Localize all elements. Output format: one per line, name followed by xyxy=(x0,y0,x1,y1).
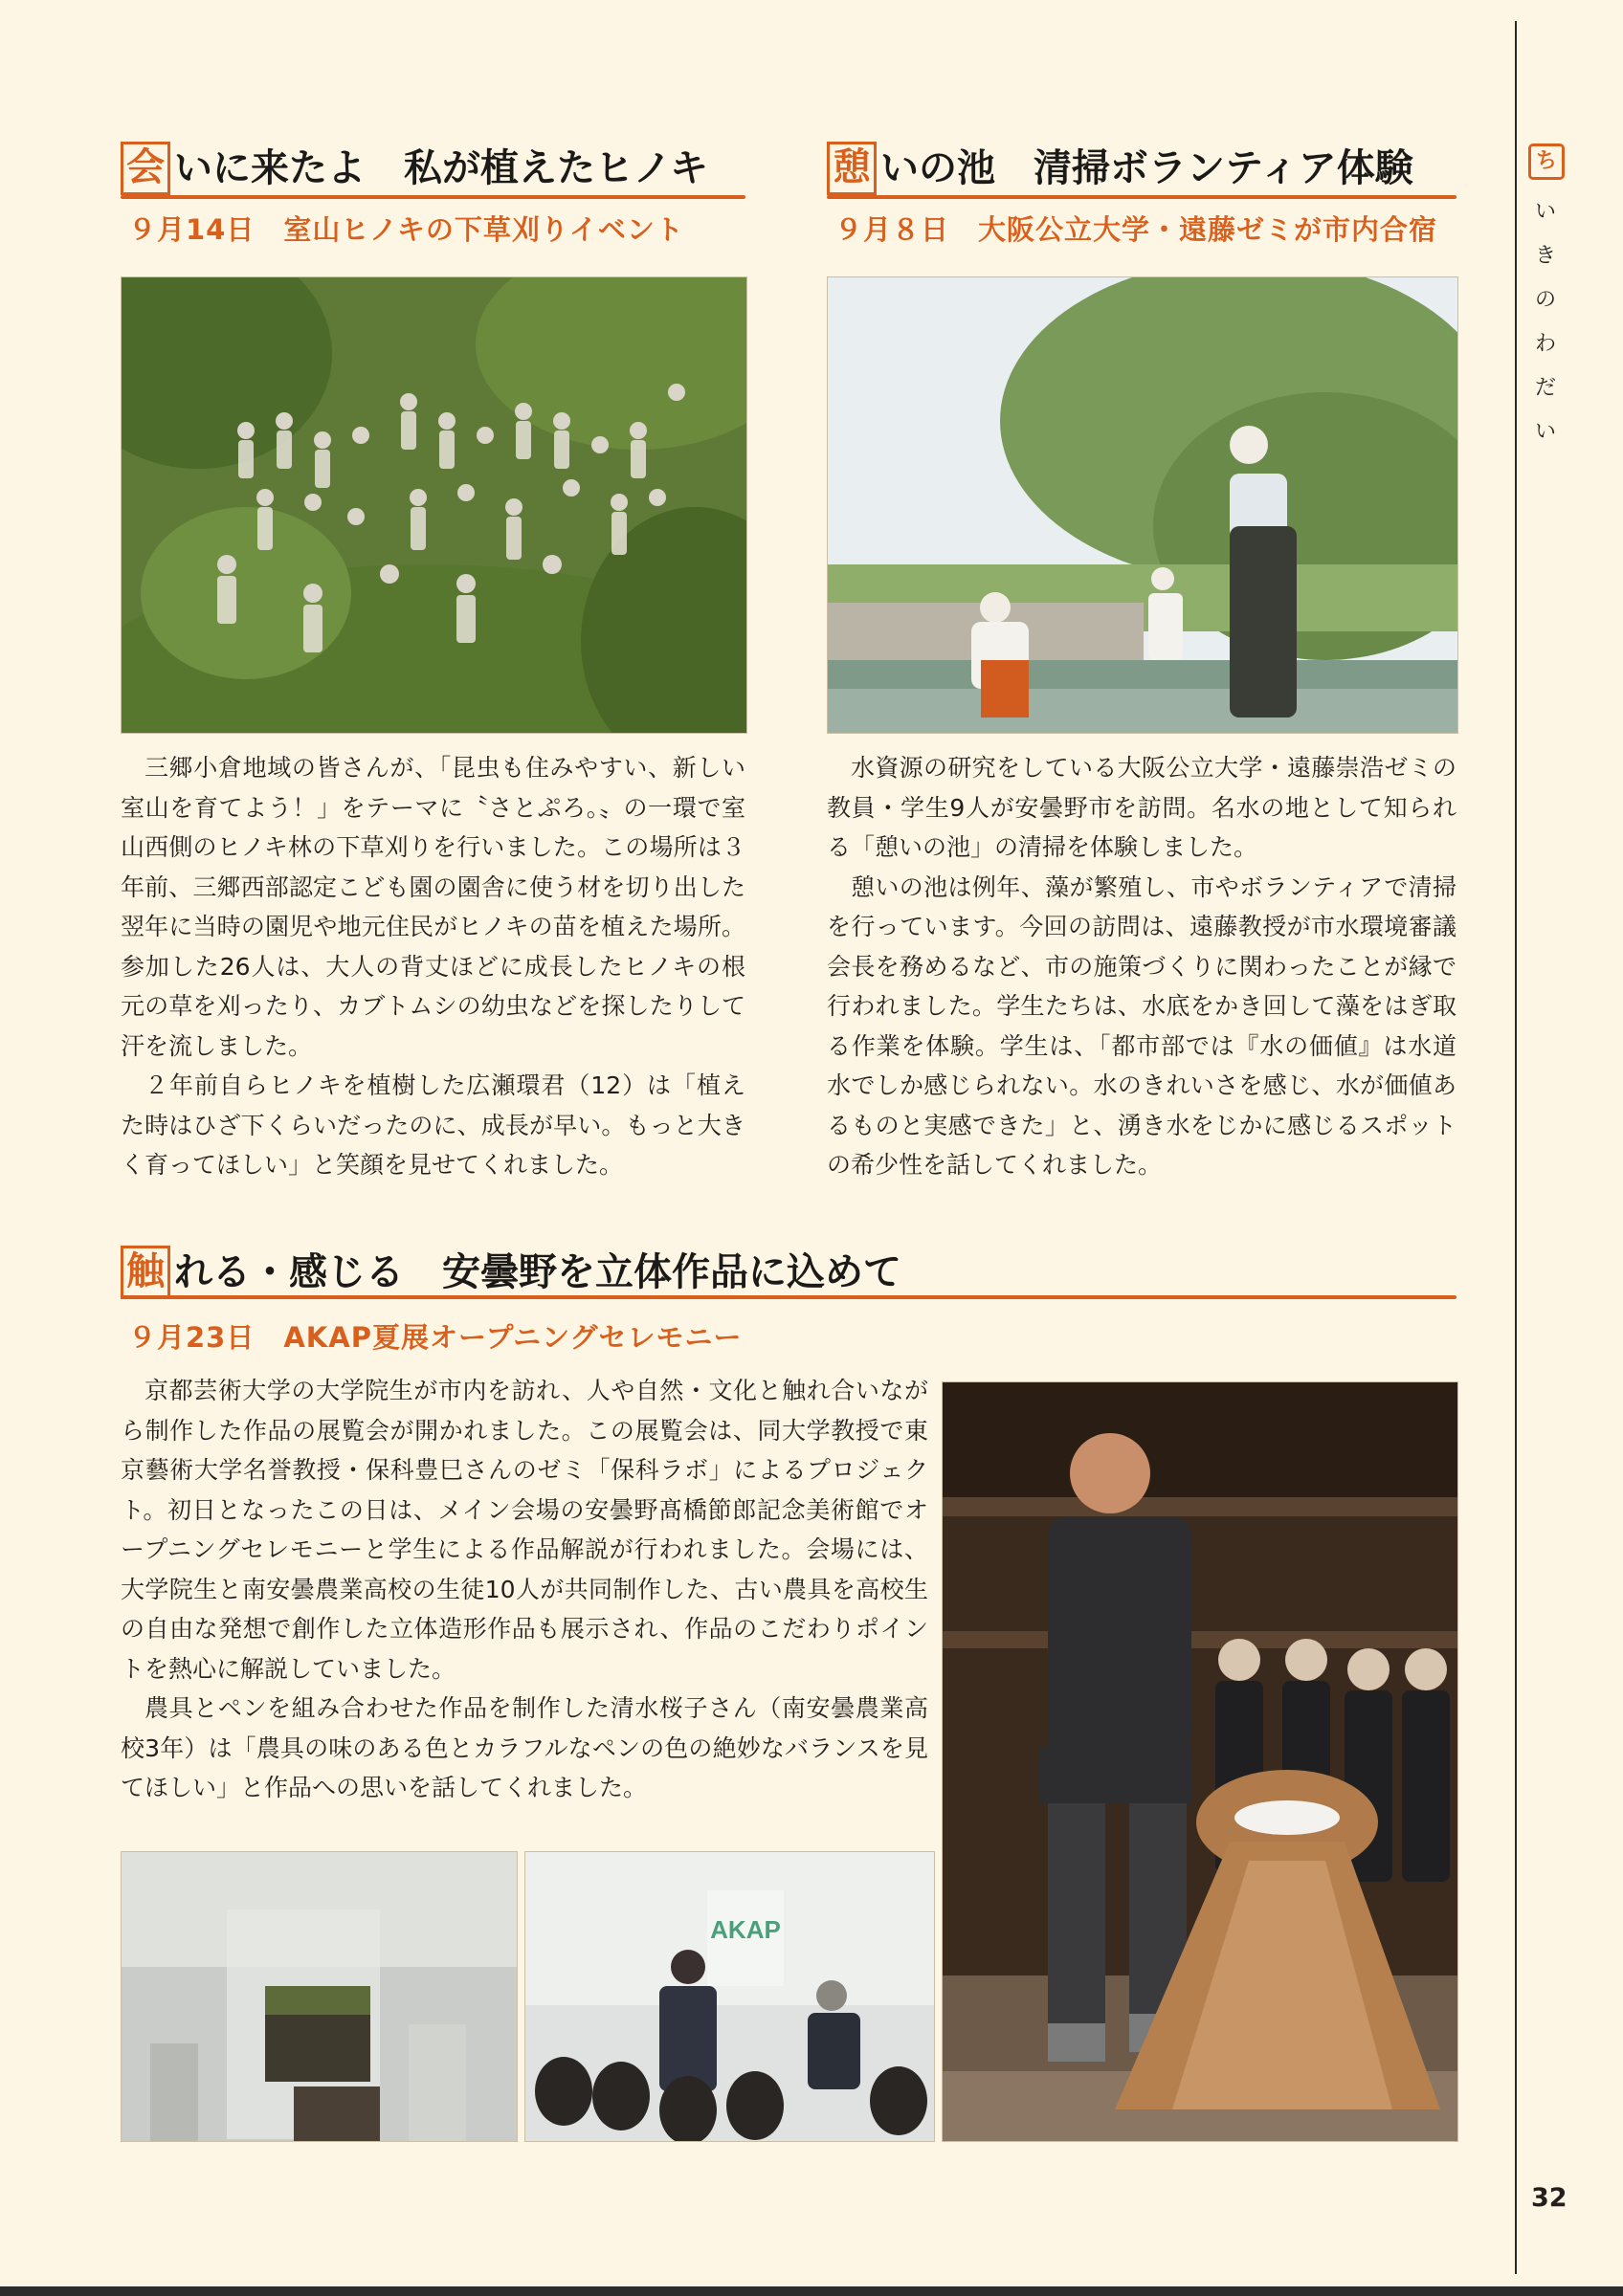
section-title-char: わ xyxy=(1534,332,1556,356)
akap-sign-text: AKAP xyxy=(710,1915,781,1944)
photo-straw-artwork xyxy=(942,1381,1458,2142)
photo-artwork-display xyxy=(121,1851,518,2142)
article-2-body xyxy=(827,748,1456,1185)
paragraph: ２年前自らヒノキを植樹した広瀬環君（12）は「植えた時はひざ下くらいだったのに、成長が早い。もっと大きく育ってほしい」と笑顔を見せてくれました。 xyxy=(121,1071,745,1179)
heading-initial: 会 xyxy=(121,142,170,195)
section-title-char: の xyxy=(1534,288,1556,312)
paragraph: 水資源の研究をしている大阪公立大学・遠藤崇浩ゼミの教員・学生9人が安曇野市を訪問。名水の地として知られる「憩いの池」の清掃を体験しました。 xyxy=(827,754,1456,861)
photo-opening-ceremony xyxy=(524,1851,935,2142)
heading-text: いの池 清掃ボランティア体験 xyxy=(880,146,1413,190)
article-2-subhead: ９月８日 大阪公立大学・遠藤ゼミが市内合宿 xyxy=(834,213,1438,246)
heading-underline xyxy=(827,195,1456,199)
article-3-heading xyxy=(121,1246,901,1299)
heading-text: れる・感じる 安曇野を立体作品に込めて xyxy=(174,1250,901,1294)
article-3-body xyxy=(121,1371,928,1808)
paragraph: 農具とペンを組み合わせた作品を制作した清水桜子さん（南安曇農業高校3年）は「農具の味のある色とカラフルなペンの色の絶妙なバランスを見てほしい」と作品への思いを話してくれました。 xyxy=(121,1694,928,1801)
section-title-char: い xyxy=(1534,420,1556,444)
heading-initial: 憩 xyxy=(827,142,877,195)
paragraph: 三郷小倉地域の皆さんが、「昆虫も住みやすい、新しい室山を育てよう！」をテーマに〝さとぷろ。〟の一環で室山西側のヒノキ林の下草刈りを行いました。この場所は３年前、三郷西部認定こども園の園舎に使う材を切り出した翌年に当時の園児や地元住民がヒノキの苗を植えた場所。参加した26人は、大人の背丈ほどに成長したヒノキの根元の草を刈ったり、カブトムシの幼虫などを探したりして汗を流しました。 xyxy=(121,754,745,1060)
paragraph: 京都芸術大学の大学院生が市内を訪れ、人や自然・文化と触れ合いながら制作した作品の展覧会が開かれました。この展覧会は、同大学教授で東京藝術大学名誉教授・保科豊巳さんのゼミ「保科ラボ」によるプロジェクト。初日となったこの日は、メイン会場の安曇野髙橋節郎記念美術館でオープニングセレモニーと学生による作品解説が行われました。会場には、大学院生と南安曇農業高校の生徒10人が共同制作した、古い農具を高校生の自由な発想で創作した立体造形作品も展示され、作品のこだわりポイントを熱心に解説していました。 xyxy=(121,1377,928,1683)
section-title-char: だ xyxy=(1534,376,1556,400)
section-title-char: き xyxy=(1534,244,1556,268)
heading-underline xyxy=(121,195,745,199)
article-2-heading xyxy=(827,142,1413,195)
article-1-subhead: ９月14日 室山ヒノキの下草刈りイベント xyxy=(128,213,684,246)
article-3-subhead: ９月23日 AKAP夏展オープニングセレモニー xyxy=(128,1321,743,1354)
section-title-char: い xyxy=(1534,200,1556,224)
heading-initial: 触 xyxy=(121,1246,170,1299)
photo-hinoki-forest-group xyxy=(121,276,747,734)
side-divider xyxy=(1515,21,1517,2274)
article-1-heading xyxy=(121,142,708,195)
bottom-bar xyxy=(0,2286,1623,2296)
article-1-body xyxy=(121,748,745,1185)
heading-text: いに来たよ 私が植えたヒノキ xyxy=(174,146,708,190)
section-tab-icon: ち xyxy=(1528,144,1565,180)
heading-underline xyxy=(121,1295,1456,1299)
paragraph: 憩いの池は例年、藻が繁殖し、市やボランティアで清掃を行っています。今回の訪問は、遠藤教授が市水環境審議会長を務めるなど、市の施策づくりに関わったことが縁で行われました。学生たちは、水底をかき回して藻をはぎ取る作業を体験。学生は、「都市部では『水の価値』は水道水でしか感じられない。水のきれいさを感じ、水が価値あるものと実感できた」と、湧き水をじかに感じるスポットの希少性を話してくれました。 xyxy=(827,872,1456,1179)
photo-pond-cleaning xyxy=(827,276,1458,734)
page-number: 32 xyxy=(1531,2183,1567,2213)
